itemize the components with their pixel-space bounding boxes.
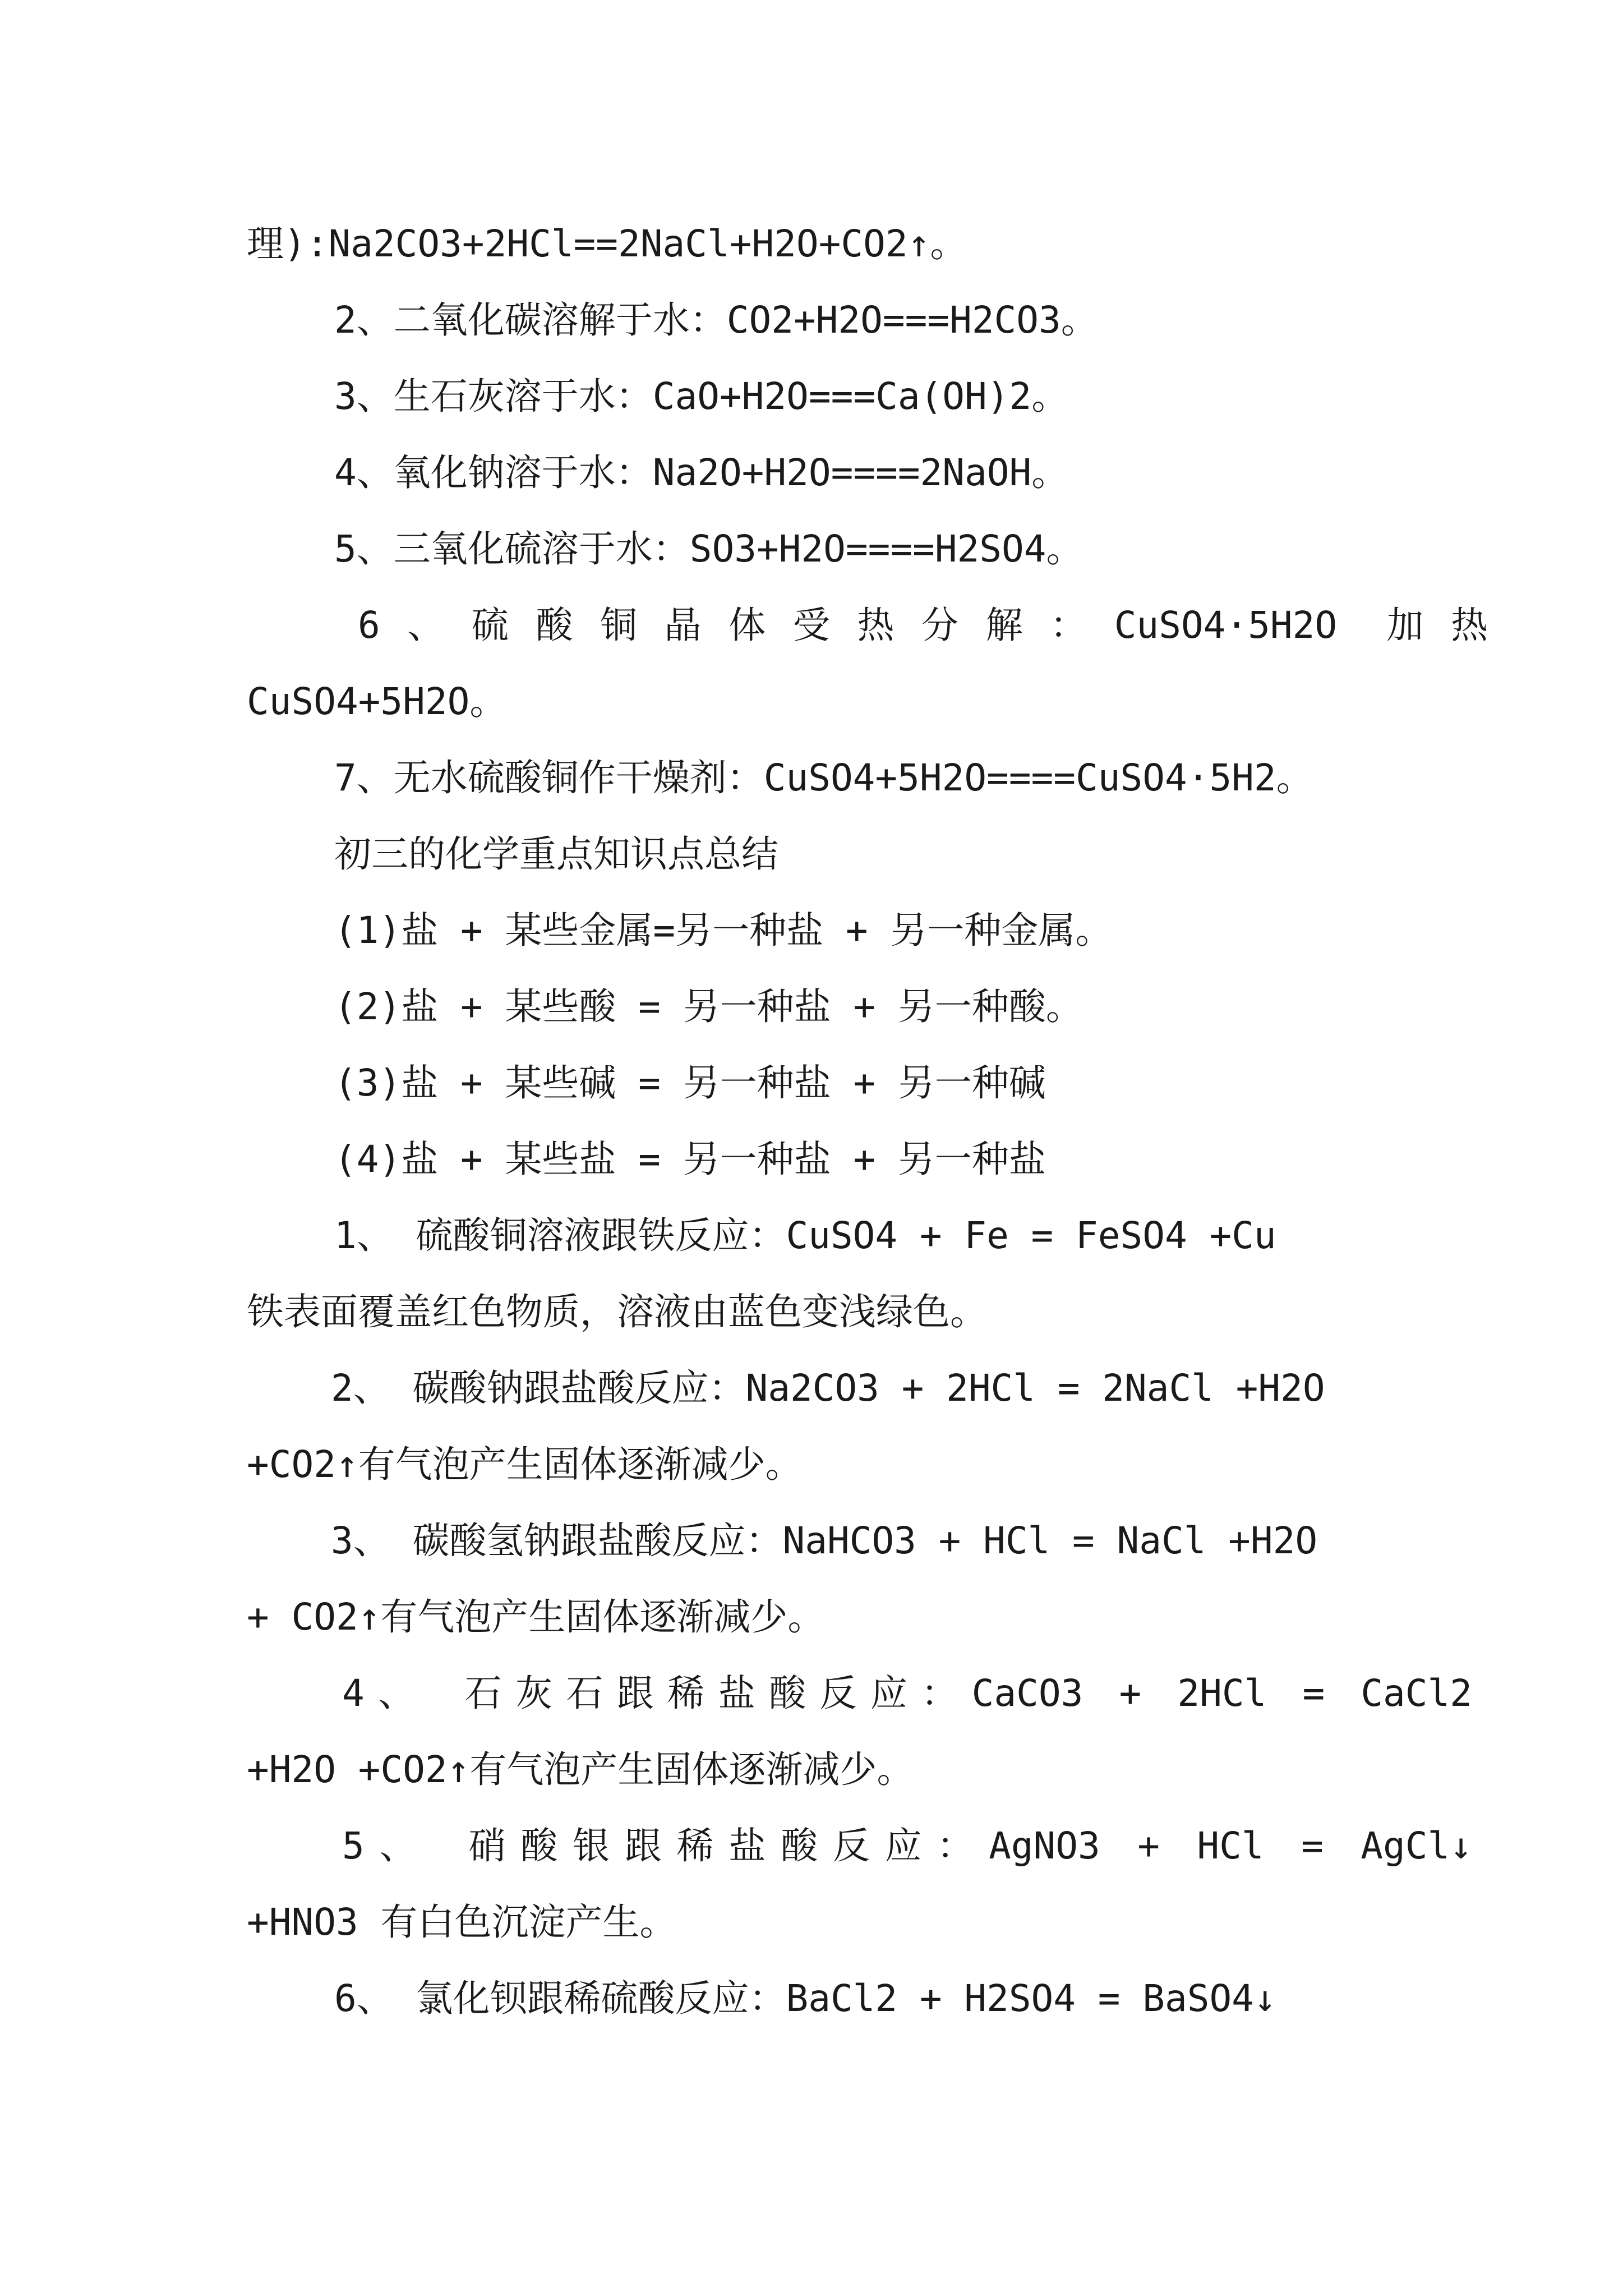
text-line-6-content: 6、硫酸铜晶体受热分解：CuSO4·5H2O 加热: [358, 604, 1488, 647]
text-line-14: 1、 硫酸铜溶液跟铁反应：CuSO4 + Fe = FeSO4 +Cu: [334, 1214, 1276, 1257]
text-line-15: 铁表面覆盖红色物质，溶液由蓝色变浅绿色。: [247, 1290, 987, 1333]
text-line-1: 理):Na2CO3+2HCl==2NaCl+H2O+CO2↑。: [247, 222, 967, 265]
text-line-24: 6、 氯化钡跟稀硫酸反应：BaCl2 + H2SO4 = BaSO4↓: [334, 1977, 1276, 2020]
text-line-13: (4)盐 + 某些盐 = 另一种盐 + 另一种盐: [334, 1138, 1046, 1181]
text-line-8: 7、无水硫酸铜作干燥剂：CuSO4+5H2O====CuSO4·5H2。: [334, 756, 1313, 799]
text-line-22-content: 5、 硝酸银跟稀盐酸反应：AgNO3 + HCl = AgCl↓: [342, 1824, 1472, 1867]
text-line-2: 2、二氧化碳溶解于水：CO2+H2O===H2CO3。: [334, 298, 1098, 342]
text-line-7: CuSO4+5H2O。: [247, 680, 507, 723]
text-line-3: 3、生石灰溶于水：CaO+H2O===Ca(OH)2。: [334, 375, 1069, 418]
text-line-17: +CO2↑有气泡产生固体逐渐减少。: [247, 1443, 803, 1486]
text-line-12: (3)盐 + 某些碱 = 另一种盐 + 另一种碱: [334, 1061, 1046, 1105]
text-line-11: (2)盐 + 某些酸 = 另一种盐 + 另一种酸。: [334, 985, 1083, 1028]
text-line-22: [0, 1815, 1623, 1877]
text-line-4: 4、氧化钠溶于水：Na2O+H2O====2NaOH。: [334, 451, 1069, 494]
text-line-16: 2、 碳酸钠跟盐酸反应：Na2CO3 + 2HCl = 2NaCl +H2O: [331, 1366, 1325, 1410]
text-line-23: +HNO3 有白色沉淀产生。: [247, 1901, 677, 1944]
text-line-21: +H2O +CO2↑有气泡产生固体逐渐减少。: [247, 1748, 914, 1791]
section-heading: 初三的化学重点知识点总结: [334, 832, 778, 876]
text-line-19: + CO2↑有气泡产生固体逐渐减少。: [247, 1595, 825, 1639]
text-line-18: 3、 碳酸氢钠跟盐酸反应：NaHCO3 + HCl = NaCl +H2O: [331, 1519, 1318, 1562]
text-line-10: (1)盐 + 某些金属=另一种盐 + 另一种金属。: [334, 909, 1113, 952]
text-line-6: [0, 595, 1623, 656]
text-line-5: 5、三氧化硫溶于水：SO3+H2O====H2SO4。: [334, 527, 1083, 570]
text-line-20: [0, 1663, 1623, 1724]
text-line-20-content: 4、 石灰石跟稀盐酸反应：CaCO3 + 2HCl = CaCl2: [342, 1672, 1472, 1715]
